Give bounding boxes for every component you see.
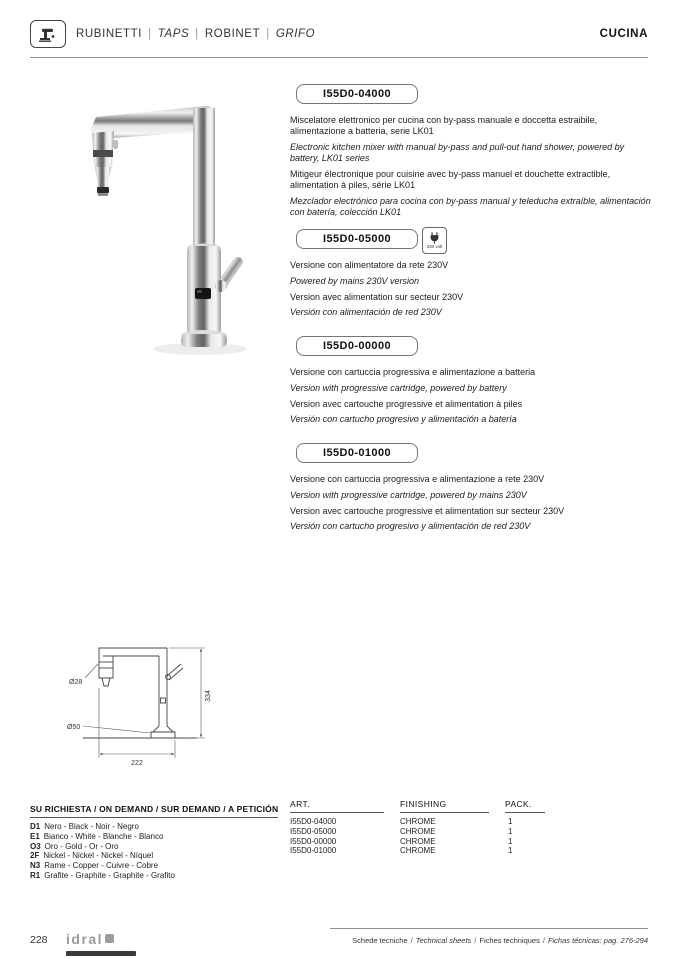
spec-table-header [290, 799, 620, 817]
product-code: I55D0-04000 [322, 88, 391, 100]
description-spanish: Mezclador electrónico para cocina con by-pass manual y teleducha extraíble, alimentación con batería, colección LK01 [290, 196, 651, 218]
finish-option [30, 861, 286, 871]
description-spanish: Versión con cartucho progresivo y alimentación de red 230V [290, 521, 531, 532]
dimension-drawing [55, 626, 260, 778]
cell-pack: 1 [508, 836, 513, 846]
on-demand-finishes [30, 799, 286, 881]
table-row [290, 846, 620, 856]
cell-pack: 1 [508, 846, 513, 856]
dim-reach: 222 [131, 760, 143, 767]
description-english: Powered by mains 230V version [290, 275, 420, 286]
faucet-icon [36, 25, 60, 43]
mains-230v-badge [422, 227, 447, 254]
product-block-04000 [290, 84, 652, 223]
category-fr: ROBINET [204, 28, 261, 40]
product-code-row [290, 84, 652, 106]
product-block-01000 [290, 443, 652, 537]
cell-art: I55D0-05000 [290, 826, 337, 836]
cell-finishing: CHROME [400, 826, 436, 836]
note-es: Fichas técnicas: pag. 276-294 [547, 936, 648, 945]
power-plug-icon [428, 231, 441, 244]
finish-option [30, 842, 286, 852]
description-english: Version with progressive cartridge, powered by battery [290, 382, 507, 393]
product-code: I55D0-05000 [322, 233, 391, 245]
finish-option [30, 851, 286, 861]
description-french: Mitigeur électronique pour cuisine avec by-pass manuel et douchette extractible, alimentation à piles, série LK01 [290, 169, 611, 191]
finish-names: Rame - Copper - Cuivre - Cobre [44, 861, 159, 871]
col-header-art: ART. [290, 799, 384, 813]
page-number: 228 [30, 934, 48, 946]
kitchen-mixer-photo [40, 88, 270, 358]
product-code-row [290, 443, 652, 465]
header-divider [30, 57, 648, 58]
description-french: Version avec alimentation sur secteur 230V [290, 291, 464, 302]
cell-art: I55D0-04000 [290, 817, 337, 826]
finish-names: Bianco - White - Blanche - Blanco [43, 831, 164, 841]
finish-code: E1 [30, 831, 40, 841]
note-separator: / [474, 936, 477, 945]
footer-note [352, 936, 648, 945]
category-it: RUBINETTI [76, 28, 143, 40]
finish-code: 2F [30, 851, 40, 861]
description-english: Electronic kitchen mixer with manual by-pass and pull-out hand shower, powered by battery, LK01 series [290, 142, 625, 164]
cell-finishing: CHROME [400, 836, 436, 846]
product-code-row [290, 336, 652, 358]
product-code: I55D0-01000 [322, 447, 391, 459]
category-separator: | [148, 28, 152, 40]
category-es: GRIFO [275, 28, 316, 40]
finish-names: Oro - Gold - Or - Oro [44, 841, 119, 851]
description-italian: Versione con cartuccia progressiva e alimentazione a batteria [290, 367, 536, 377]
finish-names: Nero - Black - Noir - Negro [44, 822, 139, 831]
footer-divider [330, 928, 648, 929]
note-separator: / [542, 936, 545, 945]
finish-option [30, 822, 286, 832]
volt-label: 230 volt [426, 244, 443, 250]
category-separator: | [266, 28, 270, 40]
description-french: Version avec cartouche progressive et alimentation à piles [290, 398, 523, 409]
product-code: I55D0-00000 [322, 340, 391, 352]
drop-icon [105, 934, 114, 943]
cell-art: I55D0-01000 [290, 846, 337, 856]
product-block-00000 [290, 336, 652, 430]
dim-base-diameter: Ø50 [67, 724, 81, 731]
product-code-badge [296, 336, 418, 356]
cell-art: I55D0-00000 [290, 836, 337, 846]
brand-logo [66, 931, 152, 956]
description-english: Version with progressive cartridge, powered by mains 230V [290, 489, 527, 500]
finish-names: Nickel - Nickel - Nickel - Níquel [43, 851, 154, 861]
note-fr: Fiches techniques [479, 936, 540, 945]
category-separator: | [195, 28, 199, 40]
finish-code: R1 [30, 870, 41, 880]
finish-code: N3 [30, 861, 41, 871]
category-breadcrumb [76, 28, 315, 40]
note-en: Technical sheets [415, 936, 472, 945]
finish-code: O3 [30, 841, 41, 851]
product-code-badge [296, 229, 418, 249]
page-section-title: CUCINA [599, 28, 648, 40]
col-header-pack: PACK. [505, 799, 545, 813]
cell-pack: 1 [508, 826, 513, 836]
product-code-row [290, 229, 652, 251]
product-block-05000 [290, 229, 652, 323]
product-code-badge [296, 84, 418, 104]
cell-pack: 1 [508, 817, 513, 826]
spec-table [290, 799, 620, 856]
product-code-badge [296, 443, 418, 463]
description-spanish: Versión con cartucho progresivo y alimentación a batería [290, 414, 517, 425]
note-it: Schede tecniche [352, 936, 408, 945]
description-french: Version avec cartouche progressive et alimentation sur secteur 230V [290, 505, 565, 516]
col-header-finishing: FINISHING [400, 799, 489, 813]
description-italian: Versione con cartuccia progressiva e alimentazione a rete 230V [290, 474, 545, 484]
finish-names: Grafite - Graphite - Graphite - Grafito [44, 870, 175, 880]
on-demand-header: SU RICHIESTA / ON DEMAND / SUR DEMAND / A PETICIÓN [30, 804, 278, 818]
table-row [290, 827, 620, 837]
description-italian: Versione con alimentatore da rete 230V [290, 260, 449, 270]
dim-spout-diameter: Ø28 [69, 679, 83, 686]
dim-height: 334 [205, 690, 212, 702]
description-italian: Miscelatore elettronico per cucina con by-pass manuale e doccetta estraibile, alimentazione a batteria, serie LK01 [290, 115, 598, 137]
description-spanish: Versión con alimentación de red 230V [290, 307, 442, 318]
cell-finishing: CHROME [400, 846, 436, 856]
cell-finishing: CHROME [400, 817, 436, 826]
faucet-category-icon [30, 20, 66, 48]
category-en: TAPS [157, 28, 190, 40]
table-row [290, 837, 620, 847]
note-separator: / [410, 936, 413, 945]
finish-option [30, 832, 286, 842]
finish-option [30, 871, 286, 881]
technical-drawing [55, 626, 260, 778]
brand-tagline-strip [66, 951, 136, 956]
finish-code: D1 [30, 822, 41, 831]
brand-wordmark: idral [66, 931, 104, 947]
product-photo [40, 88, 270, 358]
table-row [290, 817, 620, 827]
